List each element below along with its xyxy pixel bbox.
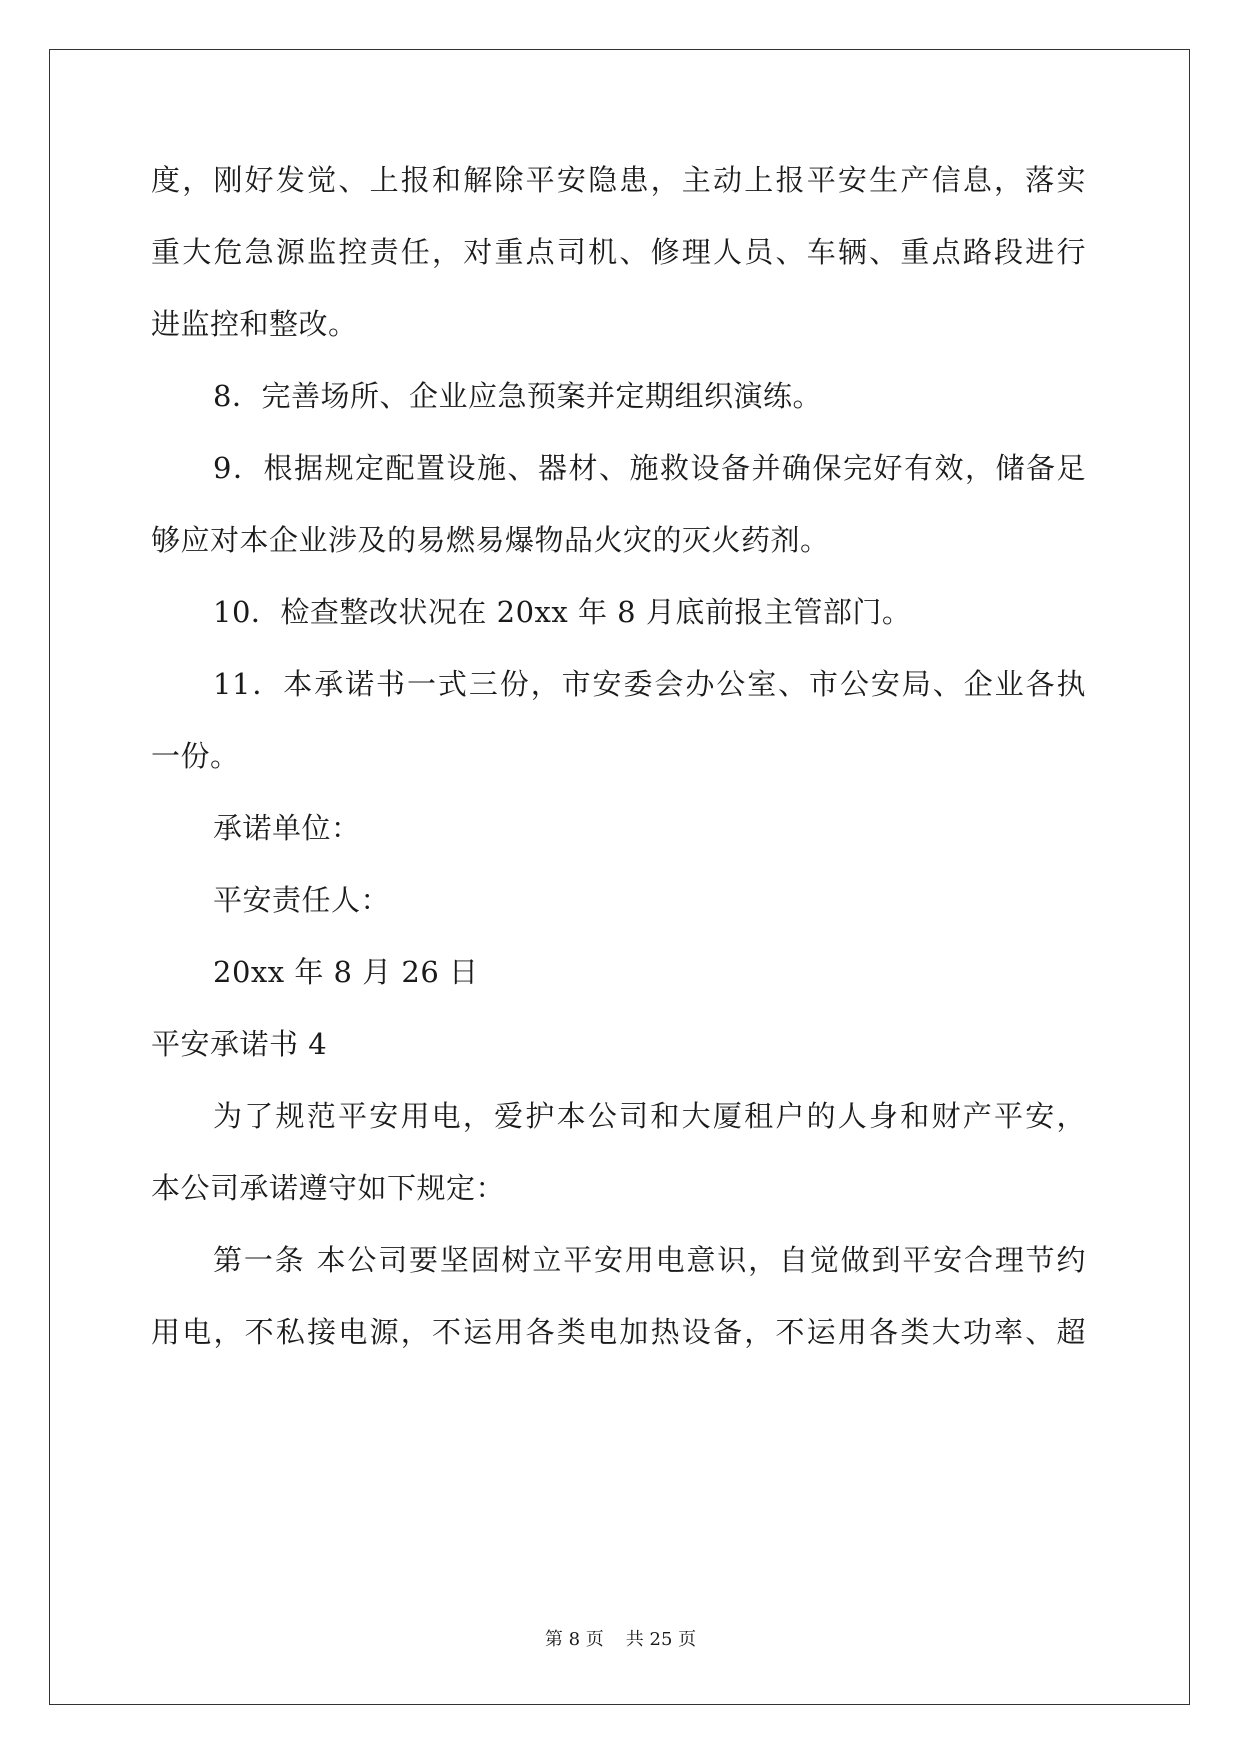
page-border: [49, 49, 1190, 1705]
text-line: 为了规范平安用电，爱护本公司和大厦租户的人身和财产平安，: [213, 1099, 1086, 1133]
text-line: 一份。: [151, 739, 240, 773]
text-line: 11．本承诺书一式三份，市安委会办公室、市公安局、企业各执: [213, 667, 1086, 701]
text-line: 进监控和整改。: [151, 307, 358, 341]
text-line: 第一条 本公司要坚固树立平安用电意识，自觉做到平安合理节约: [213, 1243, 1086, 1277]
page-footer: [0, 1628, 1241, 1652]
page-total: 共 25 页: [625, 1629, 697, 1650]
text-line: 够应对本企业涉及的易燃易爆物品火灾的灭火药剂。: [151, 523, 830, 557]
text-line: 度，刚好发觉、上报和解除平安隐患，主动上报平安生产信息，落实: [151, 163, 1086, 197]
section-heading: 平安承诺书 4: [151, 1027, 328, 1061]
text-line: 本公司承诺遵守如下规定：: [151, 1171, 506, 1205]
text-line: 9．根据规定配置设施、器材、施救设备并确保完好有效，储备足: [213, 451, 1086, 485]
signature-date: 20xx 年 8 月 26 日: [213, 955, 479, 989]
text-line: 用电，不私接电源，不运用各类电加热设备，不运用各类大功率、超: [151, 1315, 1086, 1349]
text-line: 10．检查整改状况在 20xx 年 8 月底前报主管部门。: [213, 595, 912, 629]
signature-person-label: 平安责任人：: [213, 883, 391, 917]
signature-unit-label: 承诺单位：: [213, 811, 361, 845]
text-line: 重大危急源监控责任，对重点司机、修理人员、车辆、重点路段进行: [151, 235, 1086, 269]
page-number: 第 8 页: [544, 1629, 604, 1650]
text-line: 8．完善场所、企业应急预案并定期组织演练。: [213, 379, 822, 413]
